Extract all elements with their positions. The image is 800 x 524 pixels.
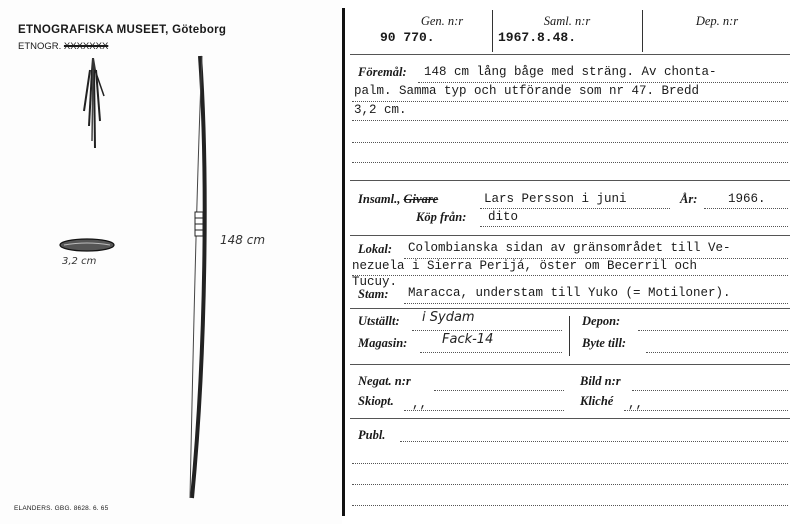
header-divider-1 <box>492 10 493 52</box>
utstallt-line <box>412 330 562 331</box>
magasin-value: Fack-14 <box>442 332 494 347</box>
saml-number-value: 1967.8.48. <box>498 30 577 45</box>
lokal-text-3: Tucuy. <box>352 275 398 289</box>
bow-tip-tassel-sketch <box>78 56 108 156</box>
magasin-line <box>420 352 562 353</box>
skiopt-line <box>404 410 564 411</box>
saml-number-label: Saml. n:r <box>543 14 591 28</box>
storage-bottom-rule <box>350 364 790 365</box>
etnogr-struck-number: XXXXXXX <box>63 41 109 52</box>
insaml-value: Lars Persson i juni <box>484 192 627 206</box>
utstallt-value: i Sydam <box>422 310 475 325</box>
header-divider-2 <box>642 10 643 52</box>
ar-value: 1966. <box>728 192 766 206</box>
printer-imprint: ELANDERS. GBG. 8628. 6. 65 <box>14 505 109 512</box>
etnogr-label <box>18 41 108 52</box>
insaml-label <box>358 192 438 207</box>
stam-value: Maracca, understam till Yuko (= Motiloner). <box>408 286 731 300</box>
publ-line-4 <box>352 505 788 506</box>
foremal-line-2 <box>352 101 788 102</box>
lokal-line-2 <box>352 275 788 276</box>
kop-value: dito <box>488 210 519 224</box>
skiopt-label: Skiopt. <box>358 394 394 408</box>
media-bottom-rule <box>350 418 790 419</box>
cliche-line <box>624 410 788 411</box>
museum-name: ETNOGRAFISKA MUSEET, Göteborg <box>18 24 227 36</box>
insaml-bottom-rule <box>350 235 790 236</box>
magasin-label: Magasin: <box>358 336 408 350</box>
card-left-panel <box>0 0 342 524</box>
bild-line <box>632 390 788 391</box>
storage-divider <box>569 316 570 356</box>
lokal-bottom-rule <box>350 308 790 309</box>
depon-line <box>638 330 788 331</box>
insaml-line <box>480 208 670 209</box>
utstallt-label: Utställt: <box>358 314 400 328</box>
foremal-text-1: 148 cm lång båge med sträng. Av chonta- <box>424 65 717 79</box>
card-right-panel <box>342 0 800 524</box>
foremal-line-5 <box>352 162 788 163</box>
lokal-text-2: nezuela i Sierra Perijá, öster om Becerril och <box>352 259 698 273</box>
negat-label: Negat. n:r <box>358 374 411 388</box>
stam-label: Stam: <box>358 287 389 301</box>
foremal-label: Föremål: <box>358 65 407 79</box>
ar-label: År: <box>680 192 698 206</box>
bow-sketch <box>178 52 218 502</box>
foremal-bottom-rule <box>350 180 790 181</box>
publ-label: Publ. <box>358 428 386 442</box>
stam-line <box>404 303 788 304</box>
skiopt-value: ,, <box>412 397 428 411</box>
kop-line <box>480 226 788 227</box>
insaml-label-text: Insaml., <box>358 192 401 206</box>
depon-label: Depon: <box>582 314 621 328</box>
publ-line-2 <box>352 463 788 464</box>
kop-label: Köp från: <box>416 210 467 224</box>
givare-struck-label: Givare <box>403 192 439 206</box>
lokal-label: Lokal: <box>358 242 393 256</box>
foremal-line-3 <box>352 120 788 121</box>
etnogr-prefix: ETNOGR. <box>18 41 62 52</box>
bild-label: Bild n:r <box>580 374 621 388</box>
ar-line <box>704 208 788 209</box>
header-bottom-rule <box>350 54 790 55</box>
byte-label: Byte till: <box>582 336 627 350</box>
foremal-line-4 <box>352 142 788 143</box>
dep-number-label: Dep. n:r <box>695 14 739 28</box>
byte-line <box>646 352 788 353</box>
foremal-text-2: palm. Samma typ och utförande som nr 47. Bredd <box>354 84 700 98</box>
gen-number-label: Gen. n:r <box>420 14 464 28</box>
lokal-text-1: Colombianska sidan av gränsområdet till Ve- <box>408 241 731 255</box>
cliche-value: ,, <box>628 397 644 411</box>
margin-rule <box>342 8 345 516</box>
cross-section-sketch <box>58 237 116 253</box>
foremal-line-1 <box>418 82 788 83</box>
gen-number-value: 90 770. <box>380 30 435 45</box>
publ-line-1 <box>400 441 788 442</box>
cliche-label: Kliché <box>580 394 614 408</box>
length-annotation: 148 cm <box>220 233 266 247</box>
publ-line-3 <box>352 484 788 485</box>
foremal-text-3: 3,2 cm. <box>354 103 407 117</box>
negat-line <box>434 390 564 391</box>
width-annotation: 3,2 cm <box>62 256 97 267</box>
